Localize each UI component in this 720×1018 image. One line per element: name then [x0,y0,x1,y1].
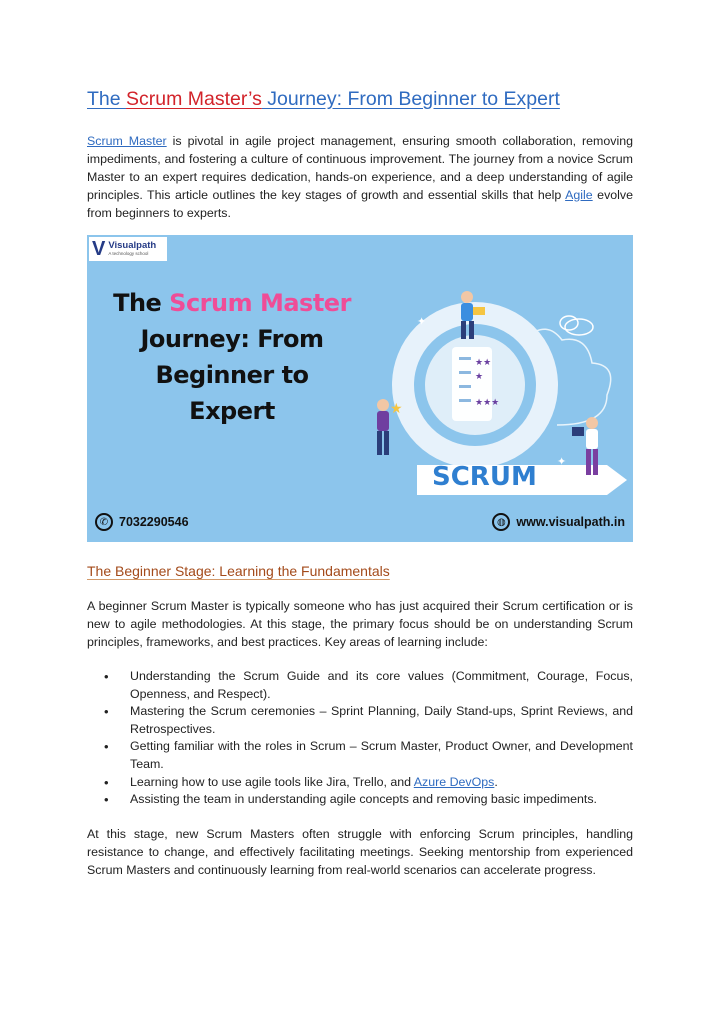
globe-icon: ◍ [492,513,510,531]
list-item: • Getting familiar with the roles in Scrum – Scrum Master, Product Owner, and Development Team. [87,738,633,773]
scrum-illustration [357,275,633,515]
website-url: www.visualpath.in [516,515,625,529]
title-part-scrum-master: Scrum Master’s [126,88,262,110]
section-heading-beginner: The Beginner Stage: Learning the Fundamentals [87,563,390,579]
website-contact [492,513,625,531]
person-top-with-laptop [461,291,485,339]
svg-text:✦: ✦ [417,315,427,328]
logo-tagline: A technology school [108,251,149,256]
visualpath-logo [89,237,167,261]
person-left-with-star [377,399,403,455]
title-part-journey: Journey: From Beginner to Expert [261,88,560,110]
scrum-master-link[interactable]: Scrum Master [87,134,167,148]
agile-link[interactable]: Agile [565,188,593,202]
intro-text-end: evolve from beginners to experts. [87,188,633,220]
phone-icon: ✆ [95,513,113,531]
banner-headline-highlight: Scrum Master [169,289,351,317]
svg-text:★: ★ [390,401,403,417]
list-item [87,774,633,792]
banner-headline-line3: Expert [189,397,275,425]
azure-devops-link[interactable]: Azure DevOps [413,774,495,789]
intro-text: is pivotal in agile project management, ensuring smooth collaboration, removing impediments, and fostering a culture of continuous improvement. The journey from a novice Scrum Master to an expert requires dedication, hands-on experience, and a deep understanding of agile principles. This article outlines the key stages of growth and essential skills that help [87,134,634,202]
list-item: • Assisting the team in understanding agile concepts and removing basic impediments. [87,791,633,809]
svg-text:✦: ✦ [557,455,567,468]
phone-number: 7032290546 [119,515,189,529]
logo-name: Visualpath [108,240,157,251]
phone-contact [95,513,189,531]
cloud-icon [560,316,593,335]
list-item: • Mastering the Scrum ceremonies – Sprint Planning, Daily Stand-ups, Sprint Reviews, and Retrospectives. [87,703,633,738]
intro-paragraph [87,132,633,222]
list-item-text: Learning how to use agile tools like Jira, Trello, and [130,774,414,789]
hero-banner-image [87,235,633,542]
title-part-the: The [87,88,127,110]
svg-text:★★★: ★★★ [475,398,500,408]
svg-text:★: ★ [475,372,484,382]
banner-headline [87,285,377,429]
beginner-paragraph: A beginner Scrum Master is typically someone who has just acquired their Scrum certification or is new to agile methodologies. At this stage, the primary focus should be on understanding Scrum principles, frameworks, and best practices. Key areas of learning include: [87,599,633,649]
learning-areas-list [87,668,633,809]
list-item: • Understanding the Scrum Guide and its core values (Commitment, Courage, Focus, Openness, and Respect). [87,668,633,703]
logo-mark: V [92,238,106,260]
banner-headline-line2: Journey: From Beginner to [140,325,324,389]
svg-text:★★: ★★ [475,358,492,368]
list-item-end: . [494,774,498,789]
banner-headline-the: The [113,289,170,317]
page-title [87,88,560,111]
closing-paragraph: At this stage, new Scrum Masters often struggle with enforcing Scrum principles, handling resistance to change, and effectively facilitating meetings. Seeking mentorship from experienced Scrum Masters and continuously learning from real-world scenarios can accelerate progress. [87,827,633,877]
scrum-graphic-text: SCRUM [432,462,537,492]
